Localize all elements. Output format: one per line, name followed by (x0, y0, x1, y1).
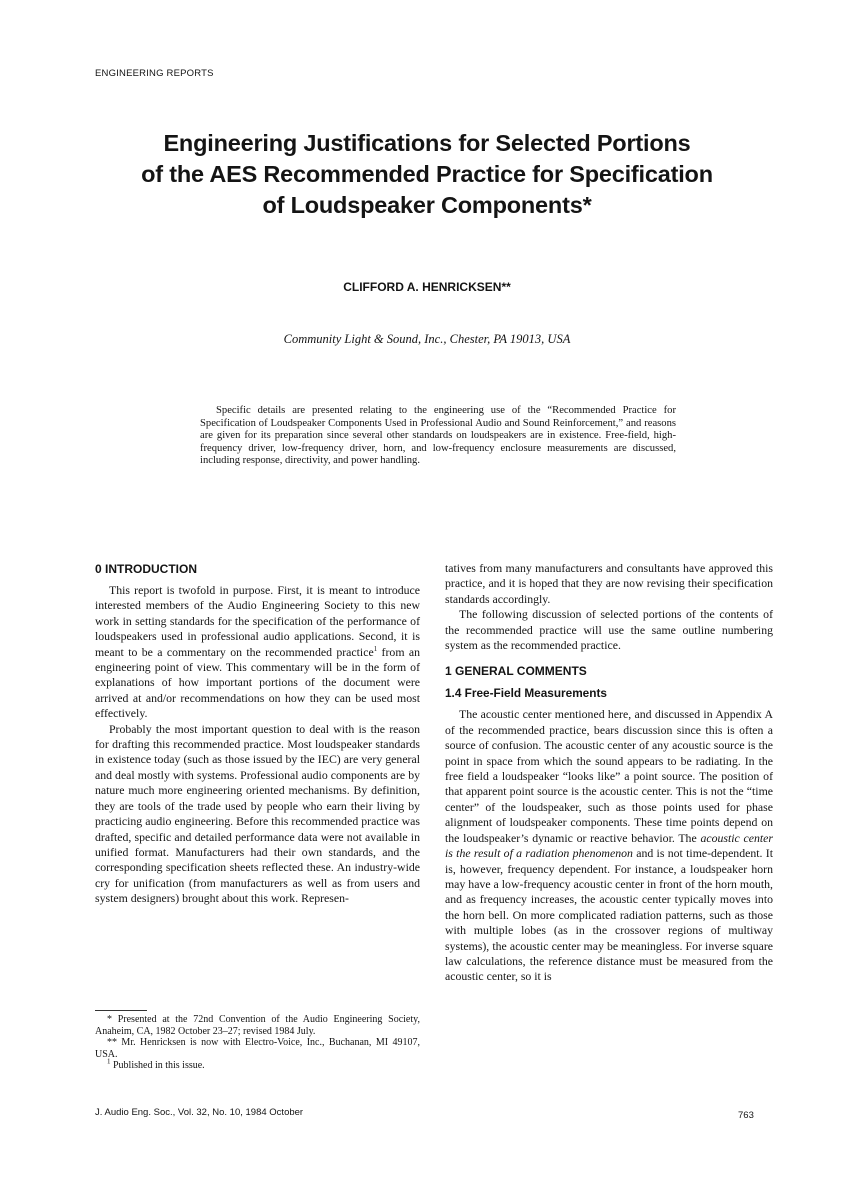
paper-title (100, 128, 754, 221)
free-field-text-a: The acoustic center mentioned here, and discussed in Appendix A of the recommended practice, bears discussion since this is often a source of confusion. The acoustic center of any acoustic source is the point in space from which the sound appears to be radiating. In the free field a loudspeaker “looks like” a point source. The position of that apparent point source is the acoustic center. This is not the “time center” of the loudspeaker, such as those points used for phase alignment of loudspeaker components. These time points depend on the loudspeaker’s dynamic or reactive behavior. The (445, 707, 773, 845)
footnote-2: ** Mr. Henricksen is now with Electro-Voice, Inc., Buchanan, MI 49107, USA. (95, 1037, 420, 1060)
footnote-3 (95, 1060, 420, 1072)
abstract: Specific details are presented relating to the engineering use of the “Recommended Practice for Specification of Loudspeaker Components Used in Professional Audio and Sound Reinforcement,” and reasons are given for its preparation since several other standards on loudspeakers are in existence. Free-field, high-frequency driver, low-frequency driver, horn, and low-frequency enclosure measurements are discussed, including response, directivity, and power handling. (200, 405, 676, 467)
footnote-1: * Presented at the 72nd Convention of the Audio Engineering Society, Anaheim, CA, 1982 October 23–27; revised 1984 July. (95, 1014, 420, 1037)
intro-p1-tail: from an engineering point of view. This commentary will be in the form of explanations of how important portions of the document were arrived at and/or recommendations on how they can be used most effectively. (95, 644, 421, 721)
intro-paragraph-2: Probably the most important question to deal with is the reason for drafting this recommended practice. Most loudspeaker standards in existence today (such as those issued by the IEC) are very general and deal mostly with systems. Professional audio components are by nature much more engineering oriented mechanisms. By definition, they are tools of the trade used by people who earn their living by practicing audio engineering. Before this recommended practice was drafted, specific and detailed performance data were not available in unified format. Manufacturers had their own standards, and the corresponding specification sheets reflected these. An industry-wide cry for unification (from manufacturers as well as from users and system designers) brought about this work. Represen- (95, 721, 420, 906)
left-column (95, 561, 420, 907)
free-field-italic: acoustic center is the result of a radiation phenomenon (445, 830, 773, 861)
title-line-2: of the AES Recommended Practice for Specification (141, 161, 713, 187)
right-column (445, 561, 773, 985)
intro-paragraph-1 (95, 583, 420, 722)
title-line-1: Engineering Justifications for Selected Portions (163, 130, 691, 156)
intro-p1-text: This report is twofold in purpose. First, it is meant to introduce interested members of the Audio Engineering Society to this new work in setting standards for the specification of the performance of loudspeakers used in professional audio applications. Second, it is meant to be a commentary on the recommended practice (95, 583, 420, 659)
title-line-3: of Loudspeaker Components* (262, 192, 592, 218)
running-head: ENGINEERING REPORTS (95, 68, 214, 79)
intro-paragraph-continued: tatives from many manufacturers and consultants have approved this practice, and it is hoped that they are now revising their specification standards accordingly. (445, 561, 773, 606)
footnote-3-text: Published in this issue. (110, 1060, 205, 1072)
page-number: 763 (738, 1110, 754, 1121)
footnote-ref-1: 1 (373, 644, 378, 653)
free-field-text-b: and is not time-dependent. It is, however, frequency dependent. For instance, a loudspeaker horn may have a low-frequency acoustic center in front of the horn mouth, and as frequency increases, the acoustic center typically moves into the horn bell. On more complicated radiation patterns, such as those with multiple lobes (as in the crossover regions of multiway systems), the acoustic center may be meaningless. For inverse square law calculations, the reference distance must be measured from the acoustic center, so it is (445, 846, 773, 984)
journal-citation: J. Audio Eng. Soc., Vol. 32, No. 10, 1984 October (95, 1107, 304, 1118)
author-affiliation: Community Light & Sound, Inc., Chester, PA 19013, USA (283, 332, 571, 346)
footnotes (95, 1010, 420, 1072)
section-0-heading: 0 INTRODUCTION (95, 562, 197, 576)
free-field-paragraph (445, 707, 773, 984)
footnote-rule (95, 1010, 147, 1011)
intro-paragraph-3: The following discussion of selected portions of the contents of the recommended practice will use the same outline numbering system as the recommended practice. (445, 607, 773, 653)
section-1-heading: 1 GENERAL COMMENTS (445, 664, 587, 679)
section-1-4-heading: 1.4 Free-Field Measurements (445, 686, 607, 701)
footnote-3-mark: 1 (107, 1058, 111, 1067)
author-name: CLIFFORD A. HENRICKSEN** (343, 280, 511, 294)
